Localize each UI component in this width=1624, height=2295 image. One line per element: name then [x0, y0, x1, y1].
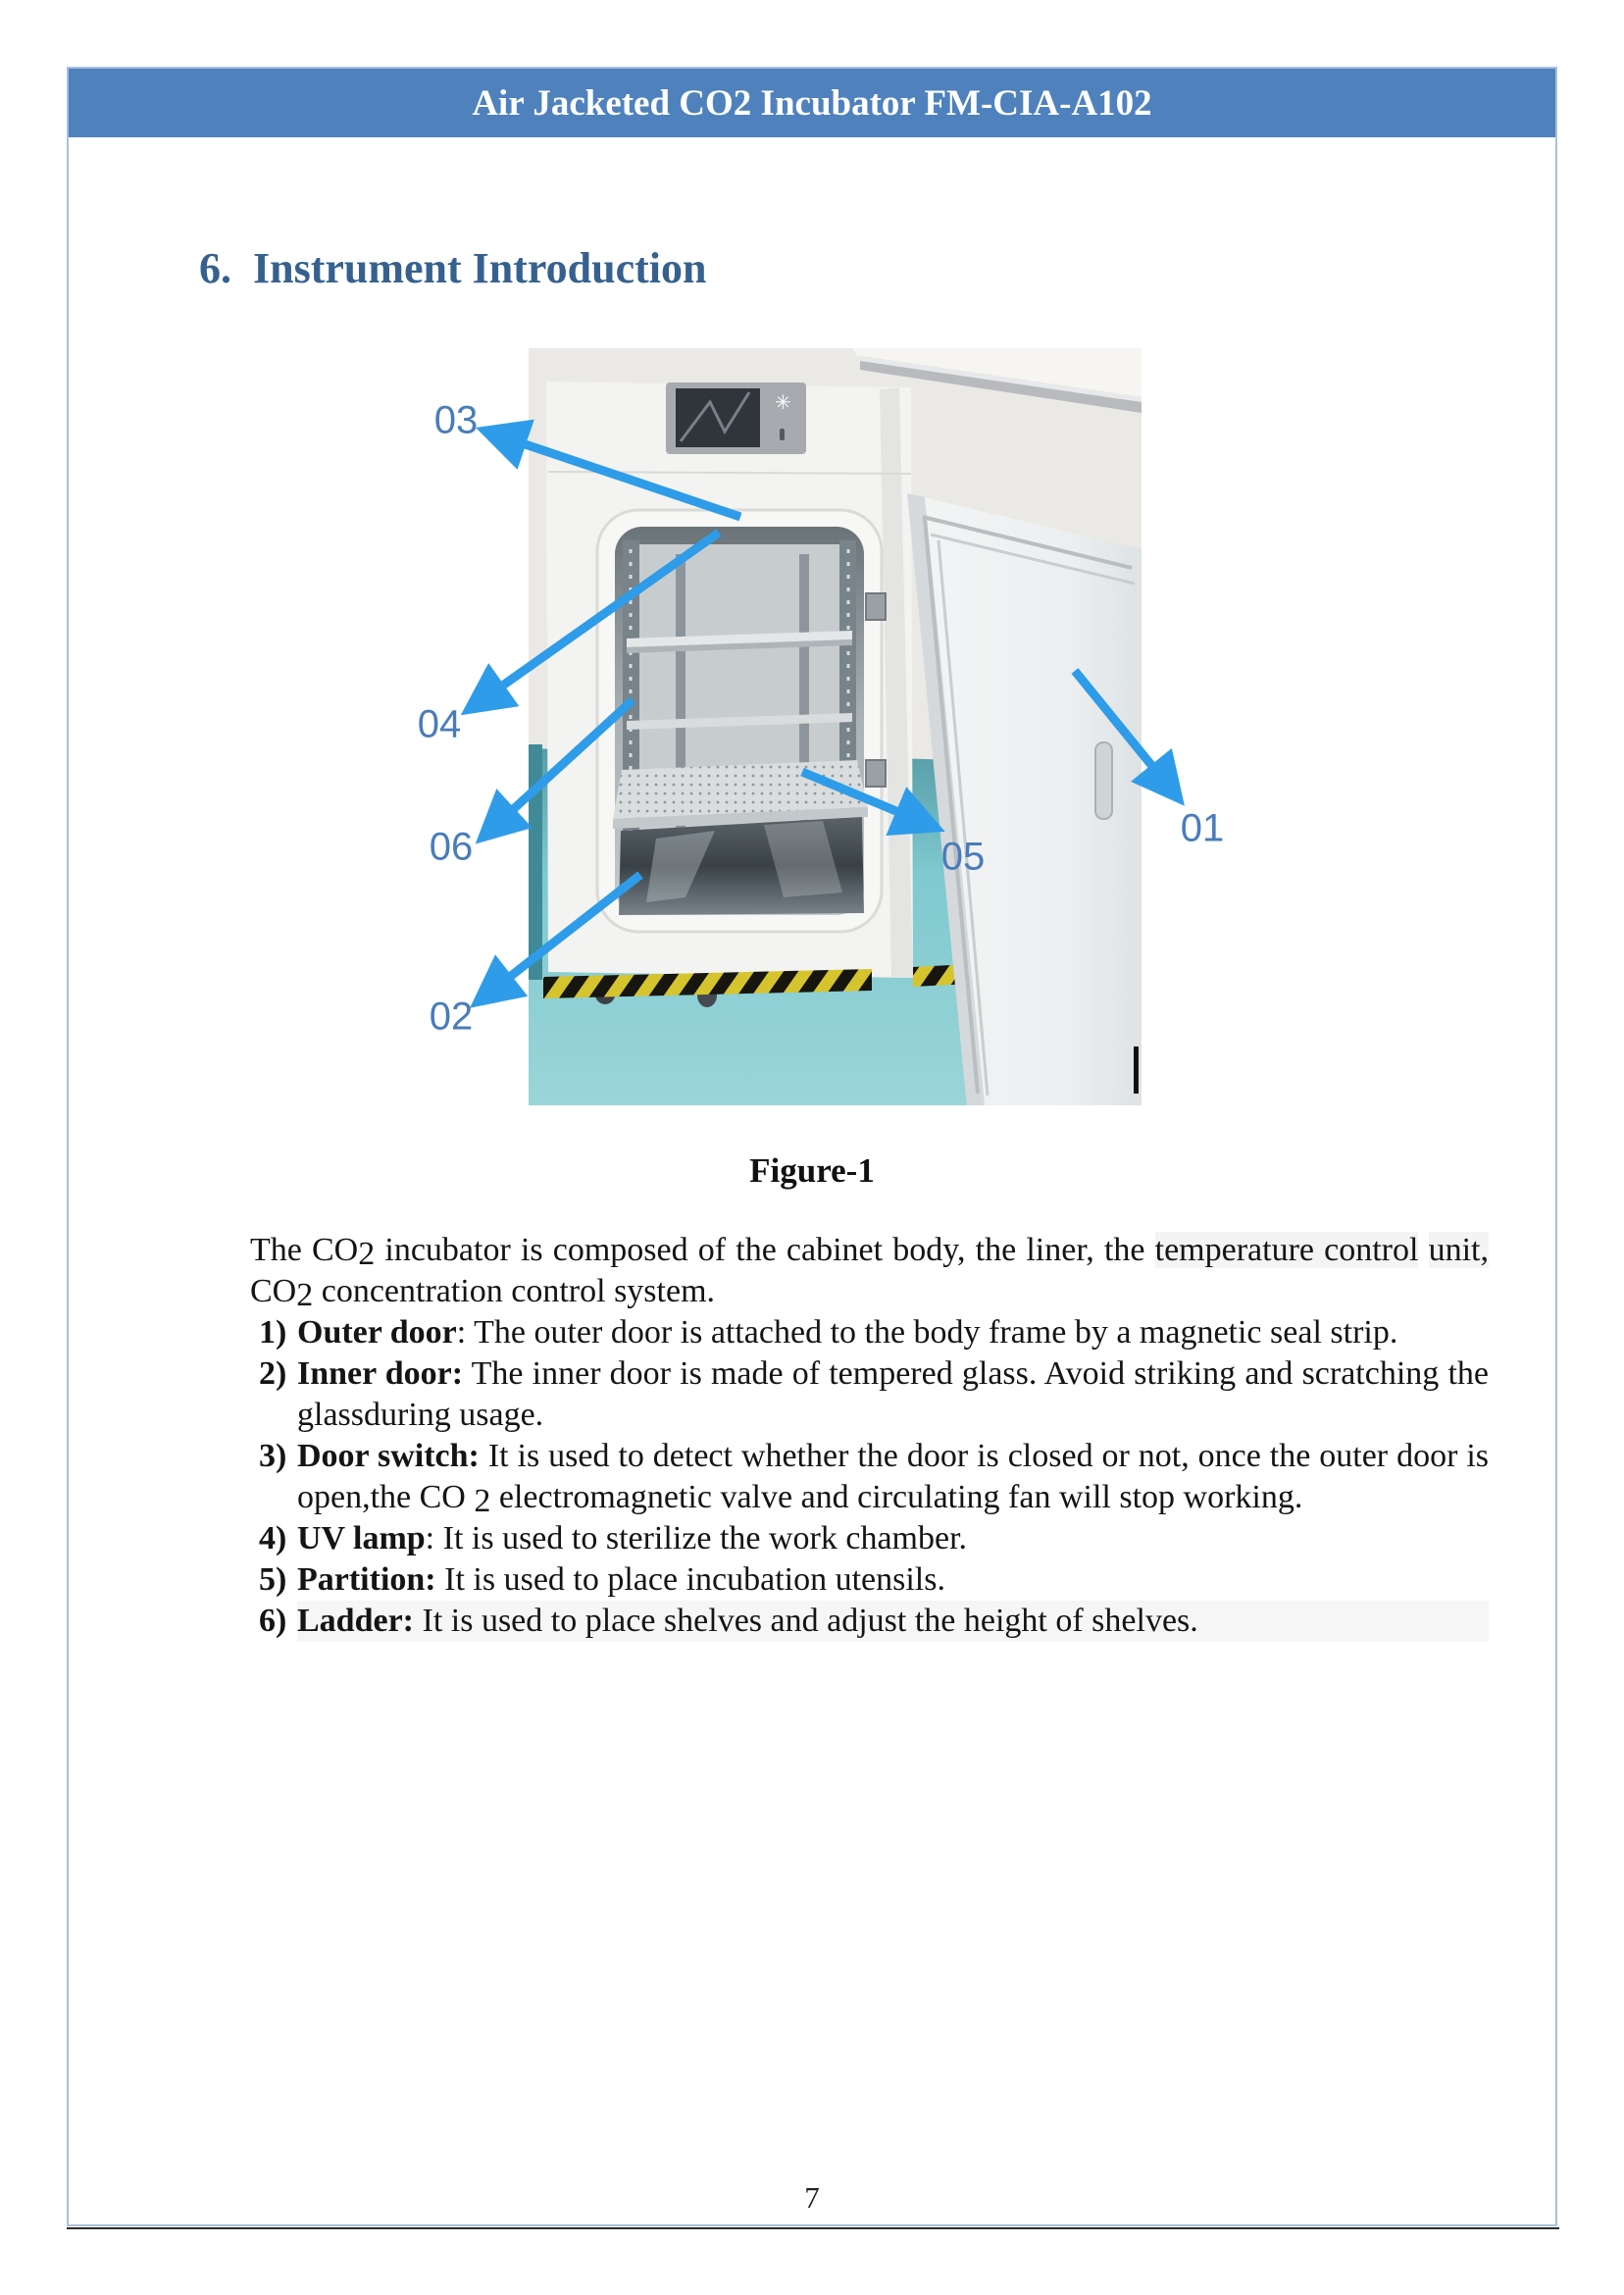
item-desc: It is used to sterilize the work chamber. — [442, 1520, 968, 1556]
list-item-outer-door: 1) Outer door: The outer door is attached to the body frame by a magnetic seal strip. — [250, 1312, 1489, 1353]
highlighted-text: temperature control — [1154, 1232, 1419, 1268]
document-title: Air Jacketed CO2 Incubator FM-CIA-A102 — [472, 82, 1152, 124]
callout-label-01: 01 — [1180, 806, 1225, 850]
section-number: 6. — [199, 244, 231, 292]
item-term: Door switch: — [297, 1438, 480, 1474]
frame-bottom-shadow — [67, 2227, 1559, 2229]
item-desc: It is used to place incubation utensils. — [444, 1561, 945, 1598]
item-desc: The outer door is attached to the body frame by a magnetic seal strip. — [474, 1314, 1398, 1351]
item-number: 2) — [259, 1355, 287, 1392]
hinge-upper — [866, 593, 886, 620]
item-number: 3) — [259, 1438, 287, 1474]
item-number: 6) — [259, 1603, 287, 1639]
list-item-ladder — [250, 1601, 1489, 1642]
item-desc: The inner door is made of tempered glass. Avoid striking and scratching the glassduring usage. — [297, 1355, 1489, 1433]
list-item-uv-lamp: 4) UV lamp: It is used to sterilize the work chamber. — [250, 1518, 1489, 1559]
co2-subscript: 2 — [474, 1483, 491, 1520]
item-term: Inner door: — [297, 1355, 464, 1392]
list-item-door-switch: 3) Door switch: It is used to detect whether the door is closed or not, once the outer door is open,the CO 2 electromagnetic valve and circulating fan will stop working. — [250, 1436, 1489, 1518]
item-term: Ladder: — [297, 1603, 414, 1639]
figure-caption: Figure-1 — [749, 1151, 875, 1190]
callout-label-05: 05 — [940, 835, 986, 879]
item-number: 1) — [259, 1314, 287, 1351]
item-number: 4) — [259, 1520, 287, 1556]
co2-subscript: 2 — [296, 1277, 314, 1314]
callout-label-06: 06 — [429, 825, 474, 869]
item-desc: It is used to place shelves and adjust the height of shelves. — [422, 1603, 1198, 1639]
item-desc: It is used to detect whether the door is closed or not, once the outer door is open,the CO — [297, 1438, 1490, 1515]
list-item-inner-door — [250, 1353, 1489, 1436]
section-heading — [199, 243, 706, 293]
item-number: 5) — [259, 1561, 287, 1598]
intro-paragraph: The CO2 incubator is composed of the cabinet body, the liner, the temperature control unit, CO2 concentration control system. — [250, 1232, 1490, 1314]
item-term: Partition: — [297, 1561, 436, 1598]
cursor-artifact — [1134, 1046, 1139, 1094]
panel-logo-icon: ✳ — [775, 392, 791, 414]
co2-subscript: 2 — [358, 1236, 376, 1273]
hinge-lower — [866, 760, 886, 787]
callout-label-03: 03 — [433, 398, 479, 442]
door-handle-slot — [1095, 742, 1112, 819]
page-border-frame — [67, 67, 1557, 2226]
document-header — [69, 69, 1555, 137]
highlighted-text: unit, — [1428, 1232, 1490, 1268]
list-item-partition — [250, 1559, 1489, 1601]
page-number: 7 — [804, 2180, 820, 2215]
component-list — [250, 1312, 1489, 1642]
body-text — [250, 1230, 1489, 1642]
incubator-cabinet — [546, 382, 913, 978]
incubator-photo — [529, 348, 1142, 1105]
figure-photo — [529, 348, 1142, 1105]
item-term: UV lamp — [297, 1520, 426, 1556]
callout-label-02: 02 — [429, 994, 474, 1039]
item-term: Outer door — [297, 1314, 457, 1351]
callout-label-04: 04 — [417, 702, 462, 746]
section-title: Instrument Introduction — [253, 244, 707, 292]
